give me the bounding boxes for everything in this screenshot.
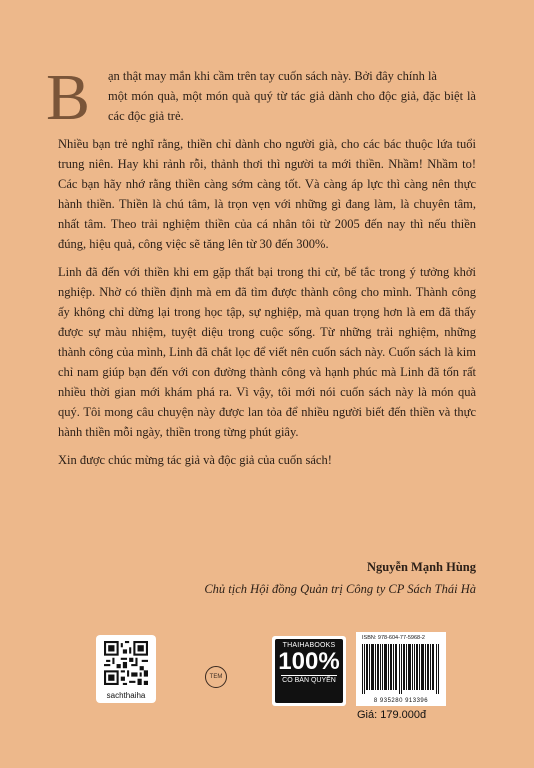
body-text [46, 61, 476, 478]
badge-brand: THAIHABOOKS [282, 642, 336, 649]
paragraph-intro-rest: một món quà, một món quà quý từ tác giả dành cho độc giả, đặc biệt là các độc giả trẻ. [108, 89, 476, 123]
paragraph-linh-story: Linh đã đến với thiền khi em gặp thất bại trong thi cử, bế tắc trong ý tưởng khởi nghiệp. Nhờ có thiền định mà em đã tìm được thành công cho mình. Thành công ấy không chỉ dừng lại trong học tập, sự nghiệp, mà quan trọng hơn là em đã thấy được sự màu nhiệm, tuyệt diệu trong cuộc sống. Từ những trải nghiệm, những thành công của mình, Linh đã chắt lọc để viết nên cuốn sách này. Cuốn sách là kim chỉ nam giúp bạn đến với con đường thành công và hạnh phúc mà Linh đã tốn rất nhiều thời gian mới khám phá ra. Vì vậy, tôi mới nói cuốn sách này là món quà quý. Tôi mong câu chuyện này được lan tỏa để nhiều người biết đến thiền và thực hành thiền mỗi ngày, thiền trong từng phút giây. [58, 265, 476, 439]
paragraph-intro [46, 61, 476, 134]
paragraph-meditation: Nhiều bạn trẻ nghĩ rằng, thiền chỉ dành cho người già, cho các bác thuộc lứa tuổi trung niên. Hay khi rảnh rỗi, thảnh thơi thì người ta mới thiền. Nhầm! Nhầm to! Các bạn hãy nhớ rằng thiền càng sớm càng tốt. Và càng áp lực thì càng nên thực hành thiền. Thiền là chú tâm, là trọn vẹn với những gì đang làm, là chuyên tâm, nhất tâm. Theo trải nghiệm thiền của cá nhân tôi từ 2005 đến nay thì nếu thiền đúng, hiệu quả, công việc sẽ tăng lên từ 30 đến 300%. [58, 137, 476, 251]
qr-code-card[interactable] [96, 635, 156, 703]
copyright-badge-inner [275, 639, 343, 703]
drop-cap: B [46, 61, 91, 134]
signature [204, 556, 476, 600]
signature-role: Chủ tịch Hội đồng Quản trị Công ty CP Sách Thái Hà [204, 582, 476, 596]
price-label: Giá: 179.000đ [357, 709, 427, 721]
tem-stamp-icon: TEM [205, 666, 227, 688]
signature-name: Nguyễn Mạnh Hùng [366, 560, 476, 574]
barcode-number: 8 935280 913396 [373, 698, 429, 704]
qr-caption: sachthaiha [106, 691, 146, 700]
barcode-icon [362, 644, 440, 694]
isbn-text: ISBN: 978-604-77-5968-2 [362, 635, 425, 641]
qr-code-icon [104, 641, 148, 685]
badge-percent: 100% [278, 648, 340, 675]
barcode-panel [356, 632, 446, 706]
paragraph-congratulation: Xin được chúc mừng tác giả và độc giả của cuốn sách! [58, 453, 332, 467]
copyright-badge [272, 636, 346, 706]
paragraph-intro-line1: ạn thật may mắn khi cầm trên tay cuốn sách này. Bởi đây chính là [108, 69, 437, 83]
badge-copyright: CÓ BẢN QUYỀN [282, 677, 336, 684]
